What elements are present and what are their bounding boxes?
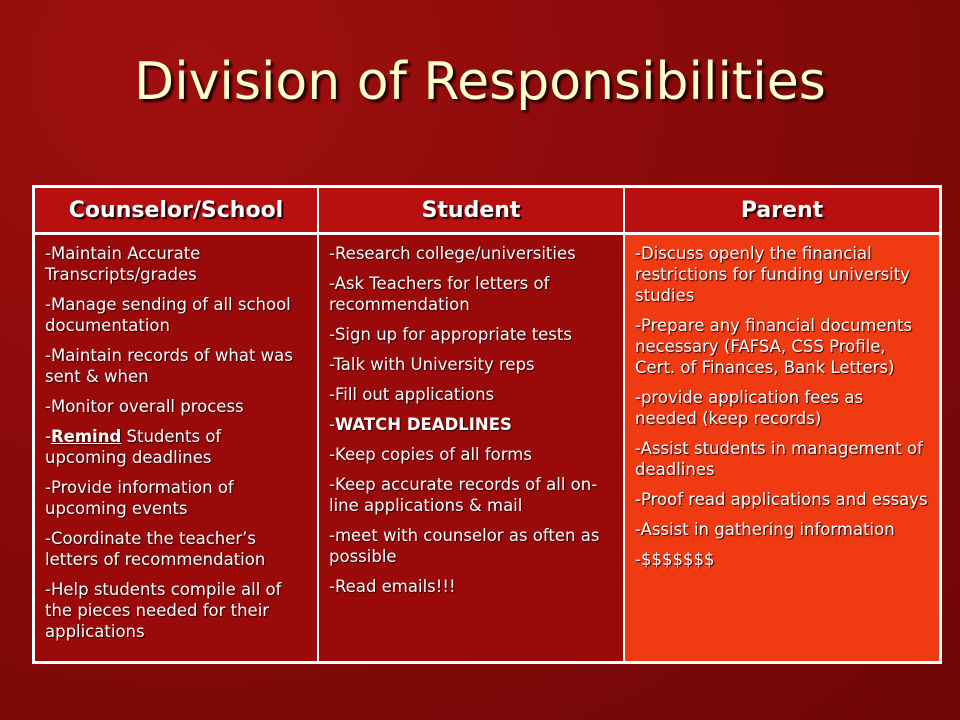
counselor-item: -Help students compile all of the pieces needed for their applications xyxy=(45,580,282,641)
parent-column xyxy=(624,234,941,663)
responsibilities-table xyxy=(32,185,942,664)
parent-item: -provide application fees as needed (keep records) xyxy=(635,388,864,428)
student-item: -Fill out applications xyxy=(329,385,495,404)
header-counselor: Counselor/School xyxy=(34,187,319,234)
counselor-item: -Maintain Accurate Transcripts/grades xyxy=(45,244,201,284)
student-item-deadlines xyxy=(329,414,613,435)
student-item: -Research college/universities xyxy=(329,244,576,263)
student-item: -Read emails!!! xyxy=(329,577,456,596)
parent-item: -Discuss openly the financial restrictions for funding university studies xyxy=(635,244,911,305)
table-header-row xyxy=(34,187,941,234)
counselor-item: -Provide information of upcoming events xyxy=(45,478,234,518)
item-rest: Students of upcoming deadlines xyxy=(45,427,222,467)
counselor-item: -Monitor overall process xyxy=(45,397,244,416)
header-parent: Parent xyxy=(624,187,941,234)
student-item: -Ask Teachers for letters of recommendation xyxy=(329,274,550,314)
watch-deadlines-emphasis: WATCH DEADLINES xyxy=(334,415,512,434)
student-column xyxy=(318,234,624,663)
parent-item: -$$$$$$$ xyxy=(635,550,715,569)
header-student: Student xyxy=(318,187,624,234)
table-body-row xyxy=(34,234,941,663)
parent-item: -Assist students in management of deadlines xyxy=(635,439,923,479)
student-item: -Keep copies of all forms xyxy=(329,445,532,464)
counselor-item: -Coordinate the teacher’s letters of recommendation xyxy=(45,529,266,569)
counselor-column xyxy=(34,234,319,663)
counselor-item-remind xyxy=(45,426,307,468)
student-item: -meet with counselor as often as possible xyxy=(329,526,600,566)
counselor-item: -Manage sending of all school documentation xyxy=(45,295,291,335)
remind-emphasis: Remind xyxy=(50,427,122,446)
item-prefix: - xyxy=(45,427,51,446)
slide-title: Division of Responsibilities xyxy=(134,52,826,112)
parent-item: -Proof read applications and essays xyxy=(635,490,928,509)
student-item: -Talk with University reps xyxy=(329,355,535,374)
counselor-item: -Maintain records of what was sent & when xyxy=(45,346,293,386)
student-item: -Keep accurate records of all on-line applications & mail xyxy=(329,475,598,515)
parent-item: -Prepare any financial documents necessary (FAFSA, CSS Profile, Cert. of Finances, Bank Letters) xyxy=(635,316,913,377)
parent-item: -Assist in gathering information xyxy=(635,520,895,539)
student-item: -Sign up for appropriate tests xyxy=(329,325,572,344)
item-prefix: - xyxy=(329,415,335,434)
